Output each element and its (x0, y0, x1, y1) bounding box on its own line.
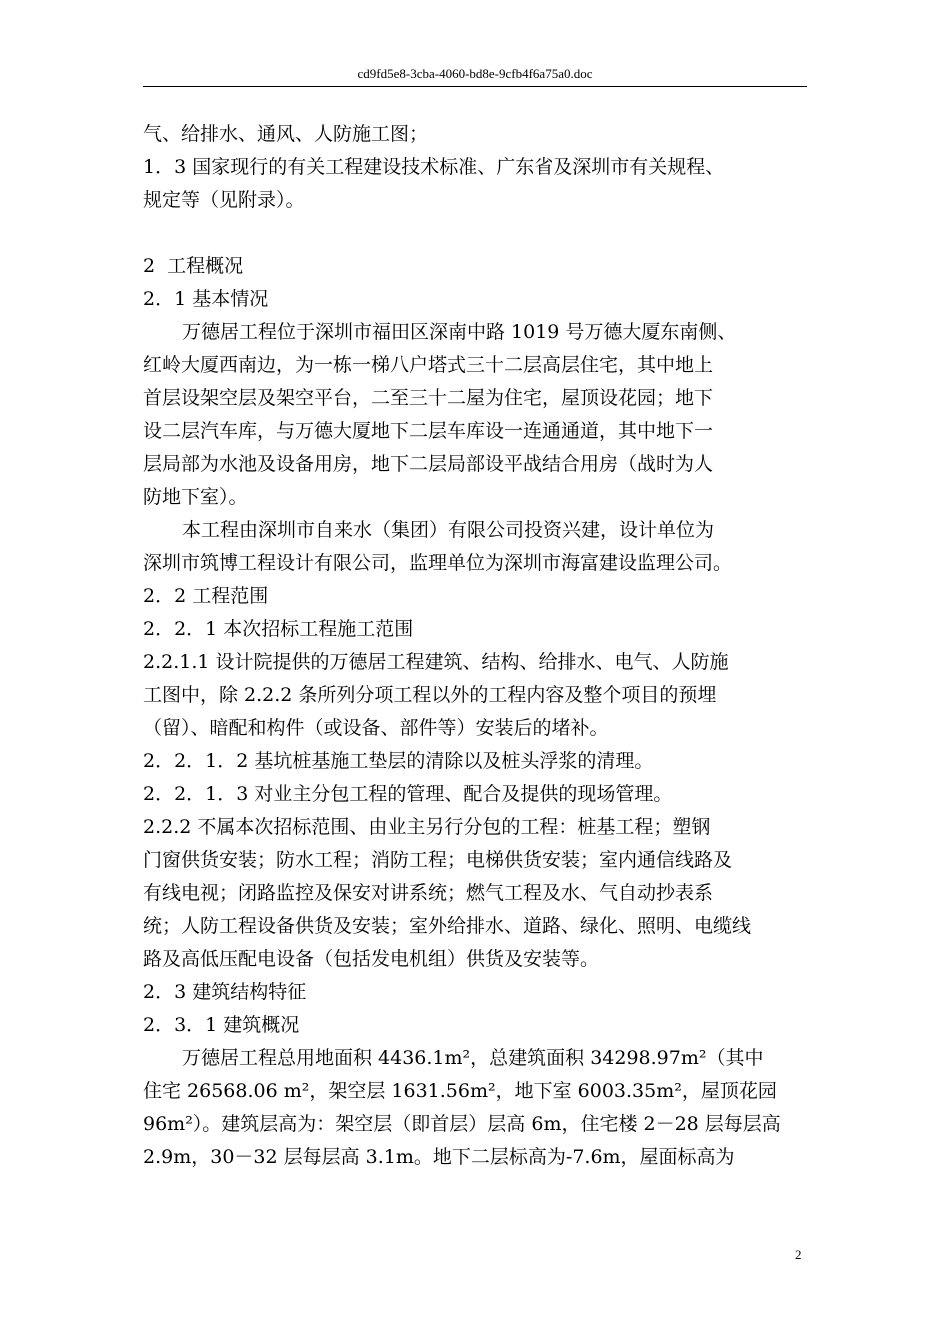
document-body (143, 118, 807, 1174)
text-line: 门窗供货安装；防水工程；消防工程；电梯供货安装；室内通信线路及 (143, 849, 733, 871)
text-line: 2．2．1 本次招标工程施工范围 (143, 618, 414, 640)
text-line: 2．3．1 建筑概况 (143, 1014, 300, 1036)
text-line: 2．2 工程范围 (143, 585, 269, 607)
text-line: 2.2.1.1 设计院提供的万德居工程建筑、结构、给排水、电气、人防施 (143, 651, 729, 673)
text-line: 设二层汽车库，与万德大厦地下二层车库设一连通通道，其中地下一 (143, 420, 714, 442)
blank-line (143, 217, 807, 250)
text-line: 深圳市筑博工程设计有限公司，监理单位为深圳市海富建设监理公司。 (143, 552, 733, 574)
text-line: 规定等（见附录）。 (143, 189, 305, 211)
text-line: 2．2．1．3 对业主分包工程的管理、配合及提供的现场管理。 (143, 783, 673, 805)
text-line: 2.2.2 不属本次招标范围、由业主另行分包的工程：桩基工程；塑钢 (143, 816, 711, 838)
text-line: 本工程由深圳市自来水（集团）有限公司投资兴建，设计单位为 (182, 519, 715, 541)
text-line: 万德居工程位于深圳市福田区深南中路 1019 号万德大厦东南侧、 (182, 321, 737, 343)
text-line: 2．3 建筑结构特征 (143, 981, 307, 1003)
header-divider (143, 86, 807, 87)
text-line: 住宅 26568.06 m²，架空层 1631.56m²，地下室 6003.35m²，屋顶花园 (143, 1080, 777, 1102)
text-line: 1．3 国家现行的有关工程建设技术标准、广东省及深圳市有关规程、 (143, 156, 725, 178)
text-line: 层局部为水池及设备用房，地下二层局部设平战结合用房（战时为人 (143, 453, 714, 475)
text-line: 96m²）。建筑层高为：架空层（即首层）层高 6m，住宅楼 2－28 层每层高 (143, 1113, 781, 1135)
page-number: 2 (795, 1247, 802, 1262)
text-line: 统；人防工程设备供货及安装；室外给排水、道路、绿化、照明、电缆线 (143, 915, 752, 937)
text-line: 2 工程概况 (143, 255, 244, 277)
text-line: 有线电视；闭路监控及保安对讲系统；燃气工程及水、气自动抄表系 (143, 882, 714, 904)
text-line: 万德居工程总用地面积 4436.1m²，总建筑面积 34298.97m²（其中 (182, 1047, 764, 1069)
text-line: 红岭大厦西南边，为一栋一梯八户塔式三十二层高层住宅，其中地上 (143, 354, 714, 376)
text-line: 首层设架空层及架空平台，二至三十二屋为住宅，屋顶设花园；地下 (143, 387, 714, 409)
text-line: 2．2．1．2 基坑桩基施工垫层的清除以及桩头浮浆的清理。 (143, 750, 654, 772)
text-line: 气、给排水、通风、人防施工图； (143, 123, 429, 145)
text-line: 2．1 基本情况 (143, 288, 269, 310)
text-line: 防地下室）。 (143, 486, 248, 508)
text-line: 路及高低压配电设备（包括发电机组）供货及安装等。 (143, 948, 600, 970)
page-header-filename: cd9fd5e8-3cba-4060-bd8e-9cfb4f6a75a0.doc (357, 66, 593, 81)
text-line: 2.9m，30－32 层每层高 3.1m。地下二层标高为-7.6m，屋面标高为 (143, 1146, 735, 1168)
text-line: （留）、暗配和构件（或设备、部件等）安装后的堵补。 (143, 717, 609, 739)
text-line: 工图中，除 2.2.2 条所列分项工程以外的工程内容及整个项目的预埋 (143, 684, 717, 706)
